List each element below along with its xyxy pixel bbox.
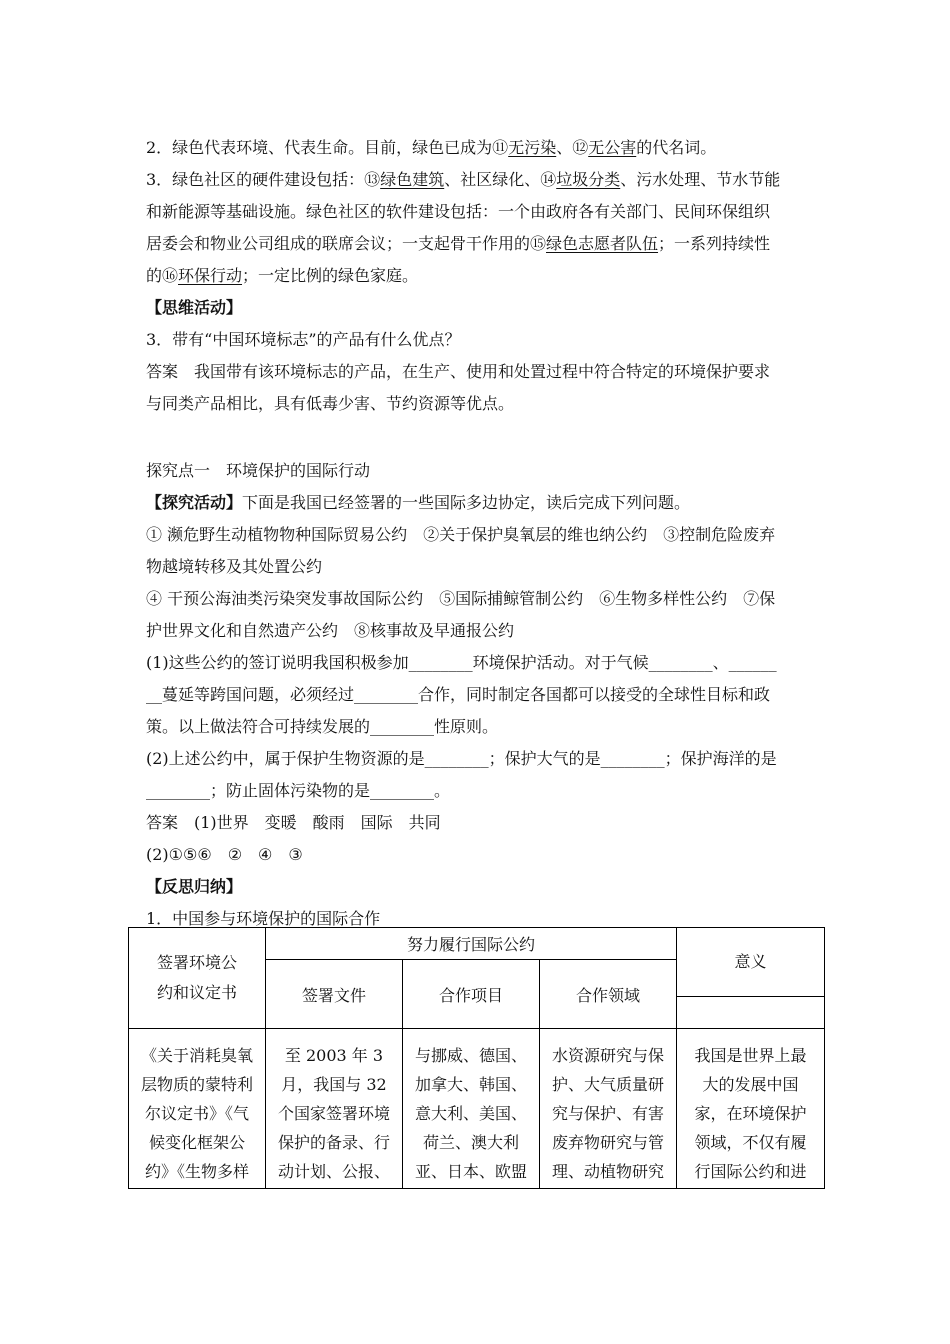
header-signed-docs: 签署文件 xyxy=(266,960,403,1029)
para-line-5: 的⑯环保行动；一定比例的绿色家庭。 xyxy=(146,266,419,285)
cell-conventions: 《关于消耗臭氧 层物质的蒙特利 尔议定书》《气 候变化框架公 约》《生物多样 xyxy=(129,1029,266,1189)
header-fulfill-conventions: 努力履行国际公约 xyxy=(266,928,677,960)
answer-line-1: 答案 我国带有该环境标志的产品，在生产、使用和处置过程中符合特定的环境保护要求 xyxy=(146,362,771,381)
convention-list-4: 护世界文化和自然遗产公约 ⑧核事故及早通报公约 xyxy=(146,621,515,640)
cooperation-table xyxy=(128,927,825,1189)
question-3: 3．带有“中国环境标志”的产品有什么优点？ xyxy=(146,330,461,349)
header-cooperation-projects: 合作项目 xyxy=(403,960,540,1029)
header-meaning: 意义 xyxy=(677,928,825,1029)
question-1-line-2: __蔓延等跨国问题，必须经过________合作，同时制定各国都可以接受的全球性目标和政 xyxy=(146,685,771,704)
para-line-4: 居委会和物业公司组成的联席会议；一支起骨干作用的⑮绿色志愿者队伍；一系列持续性 xyxy=(146,234,771,253)
para-line-3: 和新能源等基础设施。绿色社区的软件建设包括：一个由政府各有关部门、民间环保组织 xyxy=(146,202,771,221)
para-green-meaning: 2．绿色代表环境、代表生命。目前，绿色已成为⑪无污染、⑫无公害的代名词。 xyxy=(146,138,717,157)
cell-signed-docs: 至 2003 年 3 月，我国与 32 个国家签署环境 保护的备录、行 动计划、公报、 xyxy=(266,1029,403,1189)
explore-point-title: 探究点一 环境保护的国际行动 xyxy=(146,461,371,480)
answer-1: 答案 (1)世界 变暖 酸雨 国际 共同 xyxy=(146,813,441,832)
header-signed-conventions: 签署环境公 约和议定书 xyxy=(129,928,266,1029)
table-caption: 1．中国参与环境保护的国际合作 xyxy=(146,909,381,928)
cell-cooperation-fields: 水资源研究与保 护、大气质量研 究与保护、有害 废弃物研究与管 理、动植物研究 xyxy=(540,1029,677,1189)
header-cooperation-fields: 合作领域 xyxy=(540,960,677,1029)
question-2-line-2: ________；防止固体污染物的是________。 xyxy=(146,781,451,800)
explore-activity: 【探究活动】下面是我国已经签署的一些国际多边协定，读后完成下列问题。 xyxy=(146,493,691,512)
section-reflection: 【反思归纳】 xyxy=(146,877,243,896)
section-thinking-activity: 【思维活动】 xyxy=(146,298,243,317)
para-community-hardware: 3．绿色社区的硬件建设包括：⑬绿色建筑、社区绿化、⑭垃圾分类、污水处理、节水节能 xyxy=(146,170,781,189)
question-2-line-1: (2)上述公约中，属于保护生物资源的是________；保护大气的是________；保护海洋的是 xyxy=(146,749,777,768)
cell-meaning: 我国是世界上最 大的发展中国 家，在环境保护 领域，不仅有履 行国际公约和进 xyxy=(677,1029,825,1189)
convention-list-1: ① 濒危野生动植物物种国际贸易公约 ②关于保护臭氧层的维也纳公约 ③控制危险废弃 xyxy=(146,525,776,544)
answer-line-2: 与同类产品相比，具有低毒少害、节约资源等优点。 xyxy=(146,394,515,413)
question-1-line-1: (1)这些公约的签订说明我国积极参加________环境保护活动。对于气候________、______ xyxy=(146,653,777,672)
convention-list-2: 物越境转移及其处置公约 xyxy=(146,557,323,576)
cell-cooperation-projects: 与挪威、德国、 加拿大、韩国、 意大利、美国、 荷兰、澳大利 亚、日本、欧盟 xyxy=(403,1029,540,1189)
convention-list-3: ④ 干预公海油类污染突发事故国际公约 ⑤国际捕鲸管制公约 ⑥生物多样性公约 ⑦保 xyxy=(146,589,776,608)
question-1-line-3: 策。以上做法符合可持续发展的________性原则。 xyxy=(146,717,499,736)
answer-2: (2)①⑤⑥ ② ④ ③ xyxy=(146,845,303,864)
